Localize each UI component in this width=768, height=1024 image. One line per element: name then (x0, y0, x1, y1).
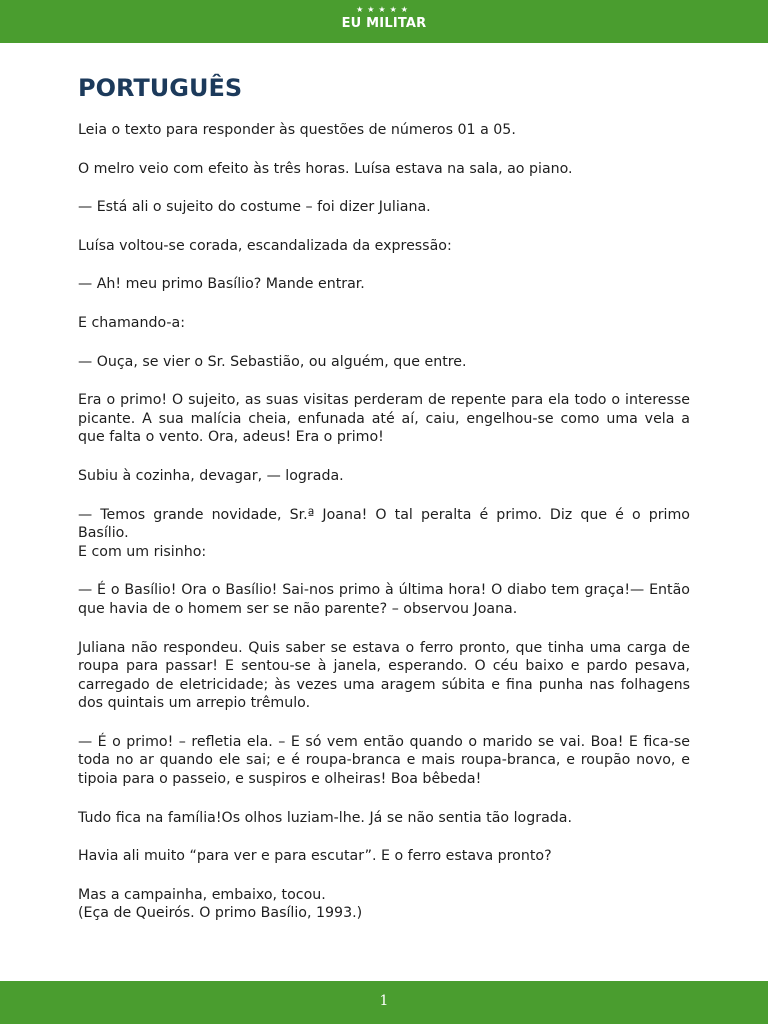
header-bar (0, 0, 768, 43)
footer-bar (0, 981, 768, 1024)
passage-paragraph: Luísa voltou-se corada, escandalizada da expressão: (78, 237, 452, 254)
passage-paragraph: — Ah! meu primo Basílio? Mande entrar. (78, 276, 365, 293)
page-number: 1 (379, 993, 389, 1009)
logo-text: EU MILITAR (341, 16, 427, 31)
passage-paragraph: — Está ali o sujeito do costume – foi dizer Juliana. (78, 199, 431, 216)
passage-paragraph: Mas a campainha, embaixo, tocou. (78, 886, 326, 903)
passage-paragraph: E chamando-a: (78, 314, 186, 331)
passage-paragraph: Juliana não respondeu. Quis saber se estava o ferro pronto, que tinha uma carga de roupa para passar! E sentou-se à janela, esperando. O céu baixo e pardo pesava, carregado de eletricidade; às vezes uma aragem súbita e fina punha nas folhagens dos quintais um arrepio trêmulo. (78, 639, 690, 712)
passage-paragraph: Subiu à cozinha, devagar, — lograda. (78, 467, 344, 484)
passage-paragraph: E com um risinho: (78, 543, 207, 560)
passage-paragraph: — É o Basílio! Ora o Basílio! Sai-nos primo à última hora! O diabo tem graça!— Então que havia de o homem ser se não parente? – observou Joana. (78, 582, 690, 617)
passage-paragraph: — Temos grande novidade, Sr.ª Joana! O tal peralta é primo. Diz que é o primo Basílio. (78, 506, 690, 542)
passage-paragraph: — Ouça, se vier o Sr. Sebastião, ou alguém, que entre. (78, 353, 467, 370)
five-stars-icon: ★★★★★ (356, 5, 412, 14)
passage-paragraph: Era o primo! O sujeito, as suas visitas perderam de repente para ela todo o interesse picante. A sua malícia cheia, enfunada até aí, caiu, engelhou-se como uma vela a que falta o vento. Ora, adeus! Era o primo! (78, 392, 690, 446)
instruction-paragraph: Leia o texto para responder às questões de números 01 a 05. (78, 122, 516, 138)
passage-paragraph: O melro veio com efeito às três horas. Luísa estava na sala, ao piano. (78, 160, 573, 177)
passage-paragraph: — É o primo! – refletia ela. – E só vem então quando o marido se vai. Boa! E fica-se toda no ar quando ele sai; e é roupa-branca e mais roupa-branca, e roupão novo, e tipoia para o passeio, e suspiros e olheiras! Boa bêbeda! (78, 733, 690, 788)
citation: (Eça de Queirós. O primo Basílio, 1993.) (78, 905, 363, 922)
page-title: PORTUGUÊS (78, 74, 243, 102)
eu-militar-logo (0, 5, 768, 32)
passage-paragraph: Havia ali muito “para ver e para escutar”. E o ferro estava pronto? (78, 848, 552, 865)
passage-paragraph: Tudo fica na família!Os olhos luziam-lhe. Já se não sentia tão lograda. (78, 809, 572, 826)
reading-passage (78, 121, 690, 943)
